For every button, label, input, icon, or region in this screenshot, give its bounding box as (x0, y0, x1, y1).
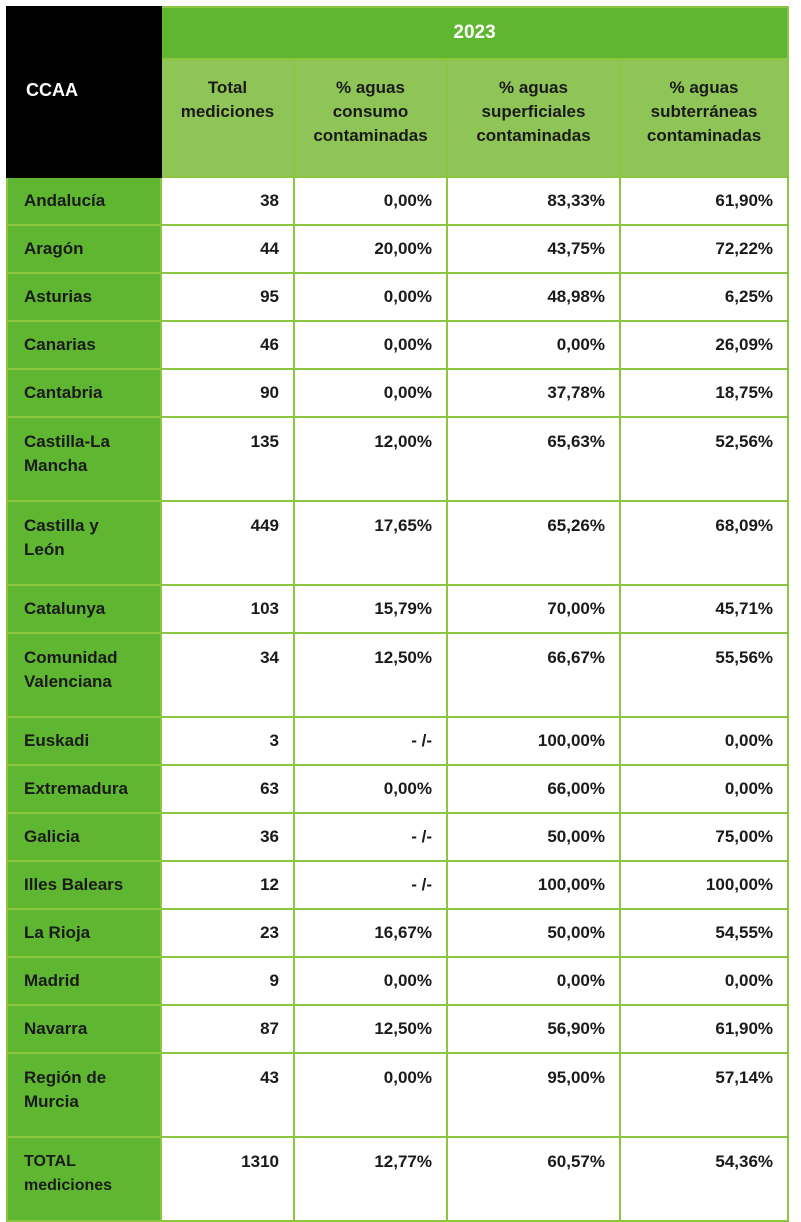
table-row (7, 225, 788, 273)
total-cell: 36 (161, 813, 294, 861)
superficiales-cell: 65,63% (447, 417, 620, 501)
consumo-cell: 0,00% (294, 369, 447, 417)
superficiales-cell: 0,00% (447, 957, 620, 1005)
superficiales-cell: 100,00% (447, 717, 620, 765)
header-consumo-label: % aguas consumo contaminadas (313, 78, 428, 145)
subterraneas-cell: 61,90% (620, 1005, 788, 1053)
total-cell: 44 (161, 225, 294, 273)
subterraneas-cell: 75,00% (620, 813, 788, 861)
table-row (7, 957, 788, 1005)
ccaa-name-cell: Castilla y León (7, 501, 161, 585)
superficiales-cell: 65,26% (447, 501, 620, 585)
total-cell: 38 (161, 177, 294, 225)
table-row (7, 765, 788, 813)
consumo-cell: 0,00% (294, 1053, 447, 1137)
table-row (7, 909, 788, 957)
subterraneas-cell: 6,25% (620, 273, 788, 321)
table-row (7, 321, 788, 369)
subterraneas-cell: 0,00% (620, 765, 788, 813)
header-consumo (294, 59, 447, 177)
consumo-cell: 15,79% (294, 585, 447, 633)
superficiales-cell: 56,90% (447, 1005, 620, 1053)
total-cell: 12 (161, 861, 294, 909)
total-cell: 63 (161, 765, 294, 813)
subterraneas-cell: 0,00% (620, 717, 788, 765)
table-row (7, 585, 788, 633)
superficiales-cell: 66,67% (447, 633, 620, 717)
consumo-cell: 0,00% (294, 321, 447, 369)
consumo-cell: 20,00% (294, 225, 447, 273)
total-cell: 46 (161, 321, 294, 369)
ccaa-name-cell: Navarra (7, 1005, 161, 1053)
total-cell: 103 (161, 585, 294, 633)
table-row (7, 417, 788, 501)
consumo-cell: 0,00% (294, 957, 447, 1005)
total-cell: 90 (161, 369, 294, 417)
subterraneas-cell: 18,75% (620, 369, 788, 417)
total-cell: 23 (161, 909, 294, 957)
subterraneas-cell: 52,56% (620, 417, 788, 501)
header-total-mediciones-label: Total mediciones (180, 78, 275, 121)
table-row (7, 369, 788, 417)
total-row (7, 1137, 788, 1221)
ccaa-name-cell: Canarias (7, 321, 161, 369)
subterraneas-cell: 100,00% (620, 861, 788, 909)
subterraneas-cell: 68,09% (620, 501, 788, 585)
subterraneas-cell: 72,22% (620, 225, 788, 273)
consumo-cell: 0,00% (294, 765, 447, 813)
superficiales-cell: 43,75% (447, 225, 620, 273)
table-row (7, 501, 788, 585)
ccaa-name-cell: Región de Murcia (7, 1053, 161, 1137)
table-row (7, 717, 788, 765)
subterraneas-cell: 54,55% (620, 909, 788, 957)
consumo-cell: - /- (294, 717, 447, 765)
consumo-cell: 17,65% (294, 501, 447, 585)
subterraneas-cell: 55,56% (620, 633, 788, 717)
table-row (7, 813, 788, 861)
consumo-cell: 0,00% (294, 273, 447, 321)
consumo-cell: 16,67% (294, 909, 447, 957)
superficiales-cell: 70,00% (447, 585, 620, 633)
total-cell: 9 (161, 957, 294, 1005)
ccaa-name-cell: Cantabria (7, 369, 161, 417)
total-cell: 1310 (161, 1137, 294, 1221)
subterraneas-cell: 26,09% (620, 321, 788, 369)
superficiales-cell: 0,00% (447, 321, 620, 369)
superficiales-cell: 50,00% (447, 909, 620, 957)
total-cell: 135 (161, 417, 294, 501)
ccaa-name-cell: Asturias (7, 273, 161, 321)
superficiales-cell: 100,00% (447, 861, 620, 909)
consumo-cell: 12,00% (294, 417, 447, 501)
superficiales-cell: 95,00% (447, 1053, 620, 1137)
consumo-cell: 0,00% (294, 177, 447, 225)
subterraneas-cell: 45,71% (620, 585, 788, 633)
ccaa-name-cell: Galicia (7, 813, 161, 861)
total-cell: 87 (161, 1005, 294, 1053)
total-cell: 43 (161, 1053, 294, 1137)
ccaa-name-cell: Illes Balears (7, 861, 161, 909)
consumo-cell: - /- (294, 813, 447, 861)
subterraneas-cell: 57,14% (620, 1053, 788, 1137)
table-row (7, 273, 788, 321)
water-contamination-table (6, 6, 789, 1222)
ccaa-name-cell: Aragón (7, 225, 161, 273)
table-row (7, 1053, 788, 1137)
ccaa-name-cell: Andalucía (7, 177, 161, 225)
superficiales-cell: 48,98% (447, 273, 620, 321)
total-cell: 3 (161, 717, 294, 765)
subterraneas-cell: 61,90% (620, 177, 788, 225)
table-body (7, 177, 788, 1221)
total-cell: 95 (161, 273, 294, 321)
header-superficiales (447, 59, 620, 177)
consumo-cell: 12,50% (294, 1005, 447, 1053)
superficiales-cell: 37,78% (447, 369, 620, 417)
ccaa-name-cell: Madrid (7, 957, 161, 1005)
subterraneas-cell: 0,00% (620, 957, 788, 1005)
ccaa-name-cell: Euskadi (7, 717, 161, 765)
table-row (7, 861, 788, 909)
table-header (7, 7, 788, 177)
consumo-cell: - /- (294, 861, 447, 909)
consumo-cell: 12,50% (294, 633, 447, 717)
consumo-cell: 12,77% (294, 1137, 447, 1221)
header-ccaa: CCAA (7, 7, 161, 177)
total-cell: 34 (161, 633, 294, 717)
ccaa-name-cell: Castilla-La Mancha (7, 417, 161, 501)
superficiales-cell: 50,00% (447, 813, 620, 861)
ccaa-name-cell: La Rioja (7, 909, 161, 957)
header-total-mediciones (161, 59, 294, 177)
table-row (7, 633, 788, 717)
header-subterraneas-label: % aguas subterráneas contaminadas (646, 78, 762, 145)
table-row (7, 1005, 788, 1053)
superficiales-cell: 60,57% (447, 1137, 620, 1221)
superficiales-cell: 66,00% (447, 765, 620, 813)
total-cell: 449 (161, 501, 294, 585)
ccaa-name-cell: TOTAL mediciones (7, 1137, 161, 1221)
header-superficiales-label: % aguas superficiales contaminadas (476, 78, 591, 145)
ccaa-name-cell: Comunidad Valenciana (7, 633, 161, 717)
ccaa-name-cell: Extremadura (7, 765, 161, 813)
table-row (7, 177, 788, 225)
header-year: 2023 (161, 7, 788, 59)
superficiales-cell: 83,33% (447, 177, 620, 225)
ccaa-name-cell: Catalunya (7, 585, 161, 633)
header-subterraneas (620, 59, 788, 177)
subterraneas-cell: 54,36% (620, 1137, 788, 1221)
